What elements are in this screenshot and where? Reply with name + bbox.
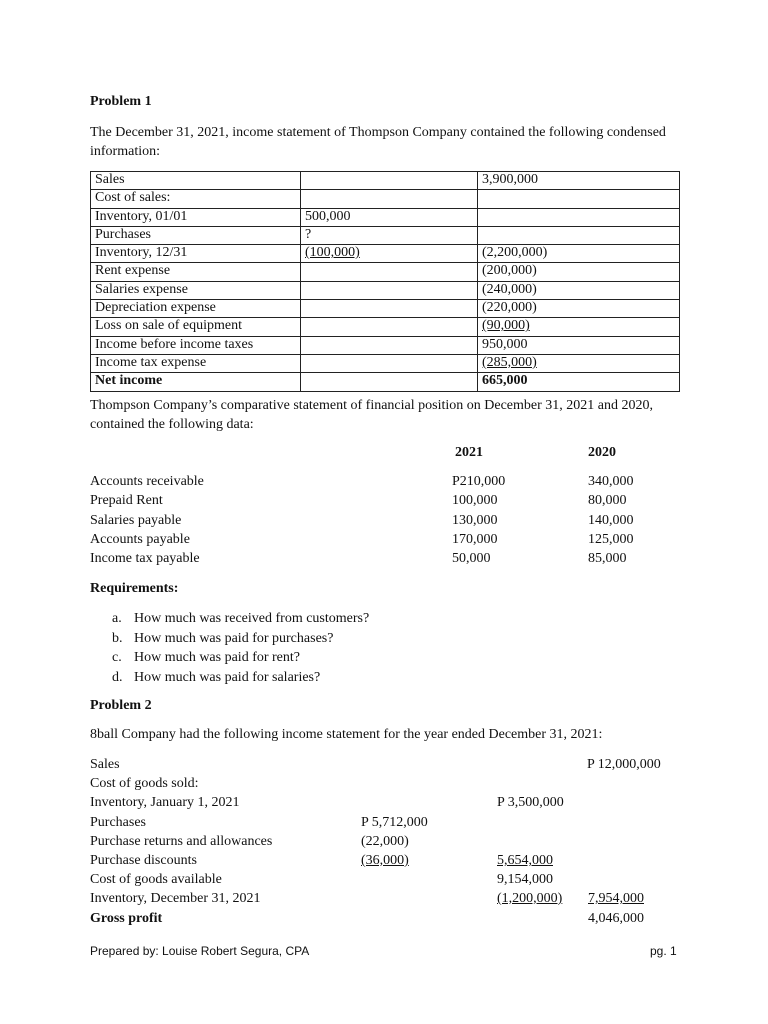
p2-sales-label: Sales [90,757,120,772]
row-label [91,336,301,354]
row-subtotal [301,281,478,299]
income-statement-row [91,208,680,226]
row-label [91,190,301,208]
income-statement-row [91,245,680,263]
row-amount-text: 3,900,000 [482,172,538,187]
requirement-item [112,609,369,629]
balance-2020-value: 340,000 [588,474,634,489]
row-amount [478,318,680,336]
p2-returns-value: (22,000) [361,834,409,849]
row-label-text: Loss on sale of equipment [95,318,242,334]
requirement-item [112,668,369,688]
row-amount [478,354,680,372]
balance-2021-value: 130,000 [452,513,498,528]
row-label [91,208,301,226]
row-amount-text: (200,000) [482,263,537,279]
income-statement-row [91,281,680,299]
row-subtotal [301,263,478,281]
row-label [91,226,301,244]
row-subtotal [301,208,478,226]
prepared-by-footer: Prepared by: Louise Robert Segura, CPA [90,944,310,958]
p2-gross-profit-value: 4,046,000 [588,911,644,926]
balance-2021-value: P210,000 [452,474,506,489]
row-amount [478,245,680,263]
income-statement-row [91,373,680,391]
balance-2020-value: 125,000 [588,532,634,547]
row-amount-text: (220,000) [482,300,537,316]
income-statement-row [91,190,680,208]
row-amount [478,208,680,226]
row-label-text: Sales [95,172,125,187]
income-statement-row [91,263,680,281]
requirement-letter: a. [112,611,122,626]
row-amount-text: (240,000) [482,281,537,297]
p2-inv-begin-value: P 3,500,000 [497,795,564,810]
row-label-text: Purchases [95,226,151,242]
row-label [91,318,301,336]
p2-inv-end-label: Inventory, December 31, 2021 [90,891,261,906]
balance-label: Income tax payable [90,551,200,566]
row-amount-text: (90,000) [482,318,530,334]
row-label [91,245,301,263]
balance-label: Accounts receivable [90,474,204,489]
p2-gross-profit-label: Gross profit [90,911,163,926]
row-label-text: Cost of sales: [95,190,171,206]
row-amount [478,263,680,281]
income-statement-row [91,300,680,318]
page-number: pg. 1 [650,944,677,958]
balance-2020-value: 85,000 [588,551,627,566]
row-amount-text: (285,000) [482,354,537,370]
income-statement-row [91,318,680,336]
row-amount [478,281,680,299]
year-2021-header: 2021 [455,445,483,460]
row-amount [478,300,680,318]
balance-2021-value: 100,000 [452,493,498,508]
balance-label: Accounts payable [90,532,190,547]
requirements-list [112,609,369,687]
row-subtotal [301,245,478,263]
year-2020-header: 2020 [588,445,616,460]
row-subtotal [301,354,478,372]
row-amount [478,336,680,354]
row-label [91,373,301,391]
problem-1-intro: The December 31, 2021, income statement of Thompson Company contained the following condensed information: [90,125,666,159]
balance-label: Prepaid Rent [90,493,163,508]
p2-cga-value: 9,154,000 [497,872,553,887]
p2-discounts-label: Purchase discounts [90,853,197,868]
row-label-text: Inventory, 01/01 [95,208,188,224]
p2-cogs-label: Cost of goods sold: [90,776,199,791]
p2-net-purchases-value: 5,654,000 [497,853,553,868]
income-statement-row [91,226,680,244]
row-label [91,172,301,190]
balance-2021-value: 50,000 [452,551,491,566]
row-subtotal-text: 500,000 [305,208,351,224]
row-amount [478,190,680,208]
row-label-text: Net income [95,373,163,389]
balance-label: Salaries payable [90,513,182,528]
p2-purchases-label: Purchases [90,815,146,830]
row-subtotal [301,373,478,391]
row-subtotal [301,226,478,244]
row-amount-text: 950,000 [482,336,528,352]
row-subtotal [301,190,478,208]
requirement-text: How much was paid for salaries? [134,669,321,685]
p2-cga-label: Cost of goods available [90,872,222,887]
row-amount [478,226,680,244]
problem-1-heading: Problem 1 [90,94,152,109]
row-label [91,263,301,281]
problem-2-heading: Problem 2 [90,698,152,713]
row-label [91,354,301,372]
p2-returns-label: Purchase returns and allowances [90,834,273,849]
income-statement-row [91,336,680,354]
row-subtotal-text: ? [305,226,312,242]
p2-cogs-value: 7,954,000 [588,891,644,906]
p2-inv-begin-label: Inventory, January 1, 2021 [90,795,240,810]
balance-2020-value: 140,000 [588,513,634,528]
income-statement-row [91,172,680,190]
row-label-text: Rent expense [95,263,171,279]
requirements-heading: Requirements: [90,581,179,596]
row-label-text: Inventory, 12/31 [95,245,188,261]
requirement-item [112,648,369,668]
p2-purchases-value: P 5,712,000 [361,815,428,830]
p2-sales-value: P 12,000,000 [587,757,661,772]
requirement-text: How much was paid for purchases? [134,630,334,646]
requirement-letter: d. [112,669,123,685]
row-subtotal [301,300,478,318]
row-subtotal [301,172,478,190]
income-statement-table [90,171,680,392]
requirement-letter: c. [112,650,122,665]
row-subtotal-text: (100,000) [305,245,360,261]
p2-discounts-value: (36,000) [361,853,409,868]
row-amount [478,172,680,190]
row-amount-text: (2,200,000) [482,245,548,261]
row-label-text: Depreciation expense [95,300,216,316]
row-label-text: Income tax expense [95,354,207,370]
row-amount-text: 665,000 [482,373,528,389]
row-label-text: Salaries expense [95,281,188,297]
comparative-intro: Thompson Company’s comparative statement of financial position on December 31, 2021 and 2020, contained the following data: [90,398,653,432]
row-label-text: Income before income taxes [95,336,254,352]
requirement-item [112,629,369,649]
requirement-letter: b. [112,630,123,646]
row-amount [478,373,680,391]
income-statement-row [91,354,680,372]
row-label [91,281,301,299]
balance-2020-value: 80,000 [588,493,627,508]
p2-inv-end-value: (1,200,000) [497,891,563,906]
row-subtotal [301,318,478,336]
requirement-text: How much was paid for rent? [134,650,301,665]
row-subtotal [301,336,478,354]
balance-2021-value: 170,000 [452,532,498,547]
requirement-text: How much was received from customers? [134,611,370,626]
problem-2-intro: 8ball Company had the following income statement for the year ended December 31, 2021: [90,727,603,742]
row-label [91,300,301,318]
